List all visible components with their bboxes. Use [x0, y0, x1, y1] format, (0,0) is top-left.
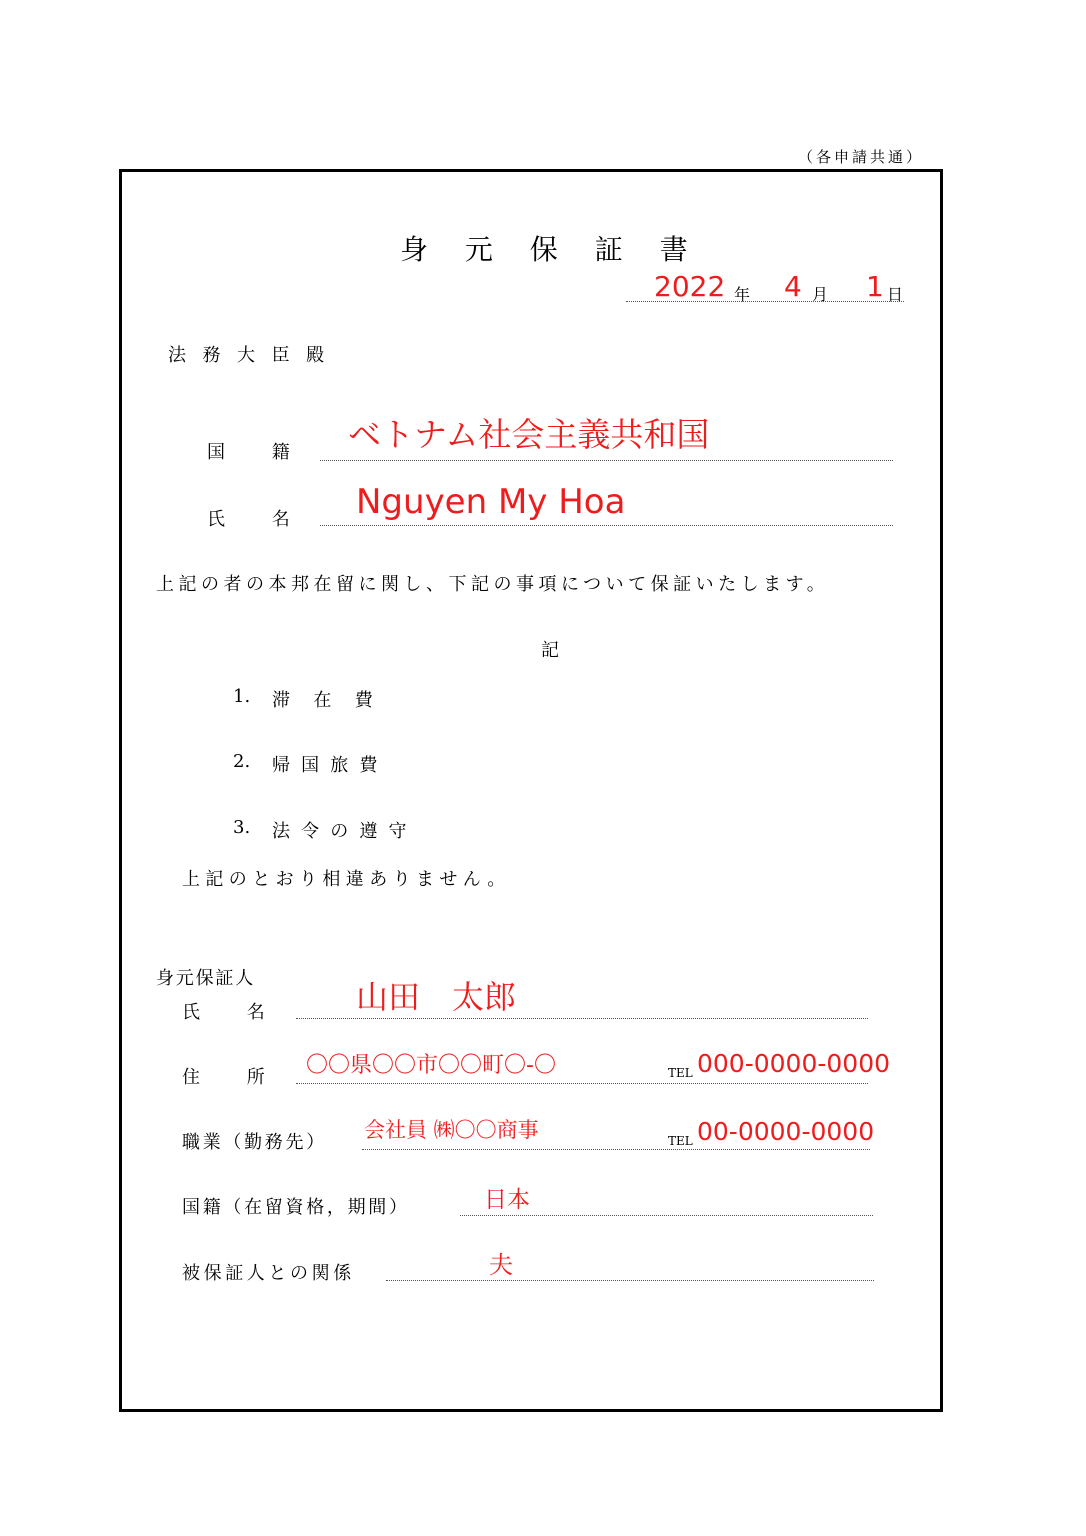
guarantor-occupation-value: 会社員 ㈱〇〇商事 — [364, 1118, 539, 1142]
date-month: 4 — [784, 270, 802, 303]
guarantor-nationality-value: 日本 — [484, 1187, 530, 1213]
guarantor-name-label: 氏 名 — [182, 1002, 269, 1023]
guarantor-relation-value: 夫 — [489, 1251, 513, 1279]
guarantee-statement: 上記の者の本邦在留に関し、下記の事項について保証いたします。 — [156, 574, 830, 595]
ki-heading: 記 — [541, 640, 559, 661]
date-day: 1 — [866, 270, 884, 303]
guarantor-relation-underline — [386, 1280, 874, 1281]
guarantor-occupation-underline — [362, 1149, 870, 1150]
applicant-name-underline — [320, 525, 893, 526]
guarantor-occupation-tel: 00-0000-0000 — [697, 1117, 875, 1146]
guarantor-address-label: 住 所 — [182, 1067, 269, 1088]
date-year: 2022 — [654, 270, 726, 303]
guarantor-occupation-label: 職業（勤務先） — [182, 1132, 327, 1153]
guarantor-address-tel: 000-0000-0000 — [697, 1049, 891, 1078]
date-year-label: 年 — [734, 285, 751, 304]
guarantor-nationality-label: 国籍（在留資格，期間） — [182, 1197, 410, 1218]
applicant-nationality-label: 国 籍 — [207, 442, 294, 463]
closing-statement: 上記のとおり相違ありません。 — [182, 869, 511, 890]
item-text: 法 令 の 遵 守 — [272, 821, 410, 842]
item-text: 帰 国 旅 費 — [272, 755, 381, 776]
header-note: （各申請共通） — [798, 148, 925, 166]
item-text: 滞 在 費 — [272, 690, 376, 711]
addressee: 法 務 大 臣 殿 — [168, 345, 330, 366]
date-day-label: 日 — [887, 285, 904, 304]
date-month-label: 月 — [812, 285, 829, 304]
item-number: 3. — [233, 817, 251, 838]
item-number: 1. — [233, 686, 251, 707]
applicant-nationality-value: ベトナム社会主義共和国 — [348, 415, 710, 454]
guarantor-relation-label: 被保証人との関係 — [182, 1263, 355, 1284]
guarantor-name-underline — [296, 1018, 868, 1019]
guarantor-address-underline — [296, 1083, 868, 1084]
tel-label: TEL — [668, 1066, 693, 1080]
applicant-nationality-underline — [320, 460, 893, 461]
item-number: 2. — [233, 751, 251, 772]
applicant-name-label: 氏 名 — [207, 509, 294, 530]
date-underline — [626, 301, 904, 302]
guarantor-name-value: 山田 太郎 — [356, 978, 517, 1016]
guarantor-nationality-underline — [460, 1215, 873, 1216]
applicant-name-value: Nguyen My Hoa — [356, 482, 626, 522]
guarantor-address-value: 〇〇県〇〇市〇〇町〇-〇 — [306, 1053, 556, 1078]
tel-label: TEL — [668, 1134, 693, 1148]
guarantor-section-label: 身元保証人 — [156, 968, 255, 989]
document-title: 身 元 保 証 書 — [400, 233, 702, 266]
